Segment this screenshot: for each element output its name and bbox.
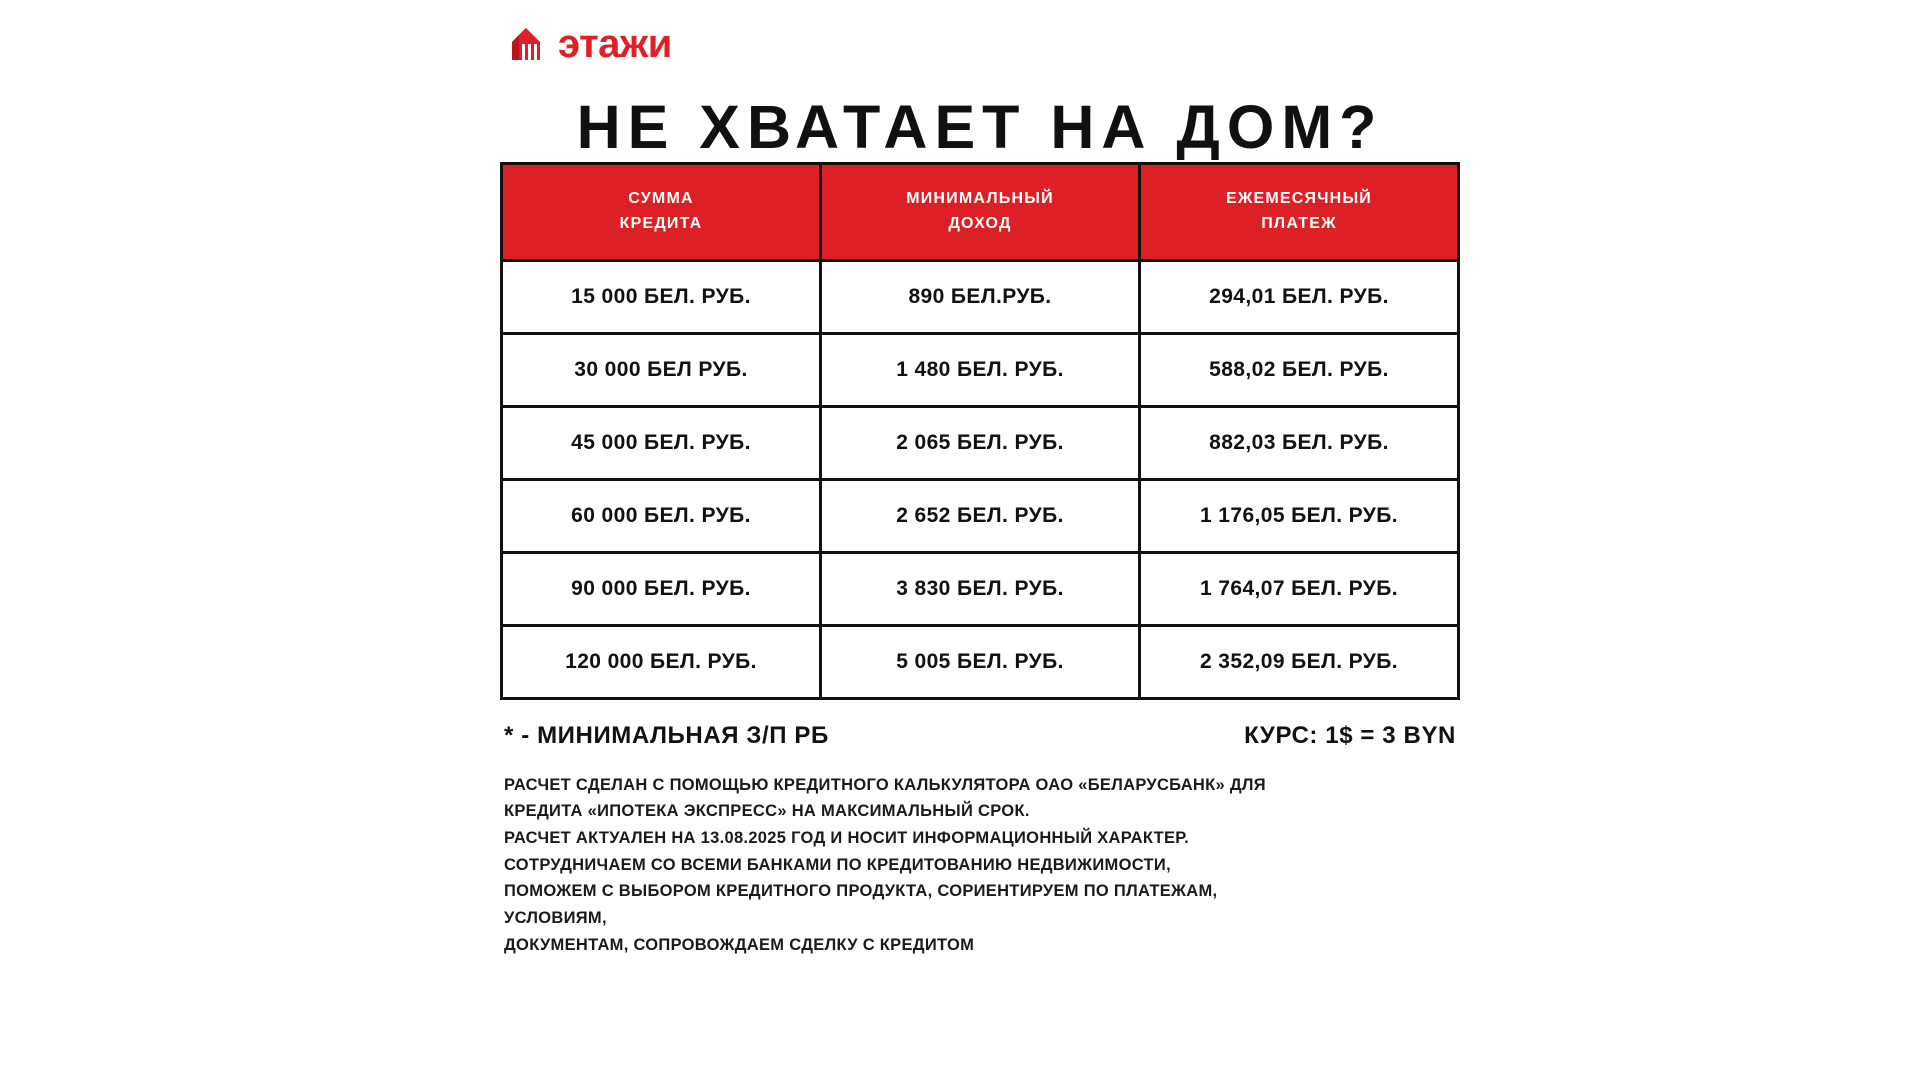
cell-min-income: 890 БЕЛ.РУБ.: [821, 260, 1140, 333]
fineprint-line: ДОКУМЕНТАМ, СОПРОВОЖДАЕМ СДЕЛКУ С КРЕДИТОМ: [504, 935, 975, 954]
cell-loan-amount: 60 000 БЕЛ. РУБ.: [502, 479, 821, 552]
notes-row: [500, 722, 1460, 750]
brand-logo: [500, 0, 1460, 64]
cell-monthly-payment: 1 764,07 БЕЛ. РУБ.: [1140, 552, 1459, 625]
cell-monthly-payment: 2 352,09 БЕЛ. РУБ.: [1140, 625, 1459, 698]
fineprint-line: РАСЧЕТ АКТУАЛЕН НА 13.08.2025 ГОД И НОСИТ ИНФОРМАЦИОННЫЙ ХАРАКТЕР.: [504, 829, 1190, 848]
header-line-2: ДОХОД: [948, 214, 1012, 232]
table-header-loan-amount: [502, 164, 821, 261]
table-row: [502, 333, 1459, 406]
header-line-1: ЕЖЕМЕСЯЧНЫЙ: [1225, 190, 1373, 207]
table-row: [502, 479, 1459, 552]
cell-monthly-payment: 588,02 БЕЛ. РУБ.: [1140, 333, 1459, 406]
cell-loan-amount: 120 000 БЕЛ. РУБ.: [502, 625, 821, 698]
cell-min-income: 2 065 БЕЛ. РУБ.: [821, 406, 1140, 479]
cell-monthly-payment: 294,01 БЕЛ. РУБ.: [1140, 260, 1459, 333]
note-exchange-rate: КУРС: 1$ = 3 BYN: [1244, 721, 1456, 749]
table-row: [502, 260, 1459, 333]
table-row: [502, 406, 1459, 479]
fineprint-line: РАСЧЕТ СДЕЛАН С ПОМОЩЬЮ КРЕДИТНОГО КАЛЬКУЛЯТОРА ОАО «БЕЛАРУСБАНК» ДЛЯ: [504, 775, 1266, 794]
table-row: [502, 552, 1459, 625]
fineprint-line: ПОМОЖЕМ С ВЫБОРОМ КРЕДИТНОГО ПРОДУКТА, СОРИЕНТИРУЕМ ПО ПЛАТЕЖАМ,: [504, 882, 1218, 901]
table-row: [502, 625, 1459, 698]
cell-loan-amount: 30 000 БЕЛ РУБ.: [502, 333, 821, 406]
fineprint-block: [500, 772, 1460, 959]
table-header-min-income: [821, 164, 1140, 261]
building-icon: [506, 24, 546, 64]
header-line-1: СУММА: [628, 190, 694, 207]
fineprint-line: УСЛОВИЯМ,: [504, 909, 607, 928]
cell-loan-amount: 90 000 БЕЛ. РУБ.: [502, 552, 821, 625]
cell-loan-amount: 15 000 БЕЛ. РУБ.: [502, 260, 821, 333]
header-line-1: МИНИМАЛЬНЫЙ: [906, 190, 1054, 207]
cell-min-income: 3 830 БЕЛ. РУБ.: [821, 552, 1140, 625]
cell-min-income: 5 005 БЕЛ. РУБ.: [821, 625, 1140, 698]
header-line-2: ПЛАТЕЖ: [1261, 214, 1337, 232]
header-line-2: КРЕДИТА: [619, 214, 703, 232]
cell-monthly-payment: 882,03 БЕЛ. РУБ.: [1140, 406, 1459, 479]
table-header-row: [502, 164, 1459, 261]
brand-name: этажи: [558, 22, 672, 66]
cell-monthly-payment: 1 176,05 БЕЛ. РУБ.: [1140, 479, 1459, 552]
fineprint-line: СОТРУДНИЧАЕМ СО ВСЕМИ БАНКАМИ ПО КРЕДИТОВАНИЮ НЕДВИЖИМОСТИ,: [504, 855, 1171, 874]
fineprint-line: КРЕДИТА «ИПОТЕКА ЭКСПРЕСС» НА МАКСИМАЛЬНЫЙ СРОК.: [504, 802, 1030, 821]
cell-loan-amount: 45 000 БЕЛ. РУБ.: [502, 406, 821, 479]
page-title: НЕ ХВАТАЕТ НА ДОМ?: [576, 93, 1384, 161]
poster-content: [500, 0, 1460, 1080]
rates-table: [500, 162, 1460, 700]
note-minimum-salary: * - МИНИМАЛЬНАЯ З/П РБ: [504, 721, 829, 749]
table-header-monthly-payment: [1140, 164, 1459, 261]
cell-min-income: 1 480 БЕЛ. РУБ.: [821, 333, 1140, 406]
cell-min-income: 2 652 БЕЛ. РУБ.: [821, 479, 1140, 552]
